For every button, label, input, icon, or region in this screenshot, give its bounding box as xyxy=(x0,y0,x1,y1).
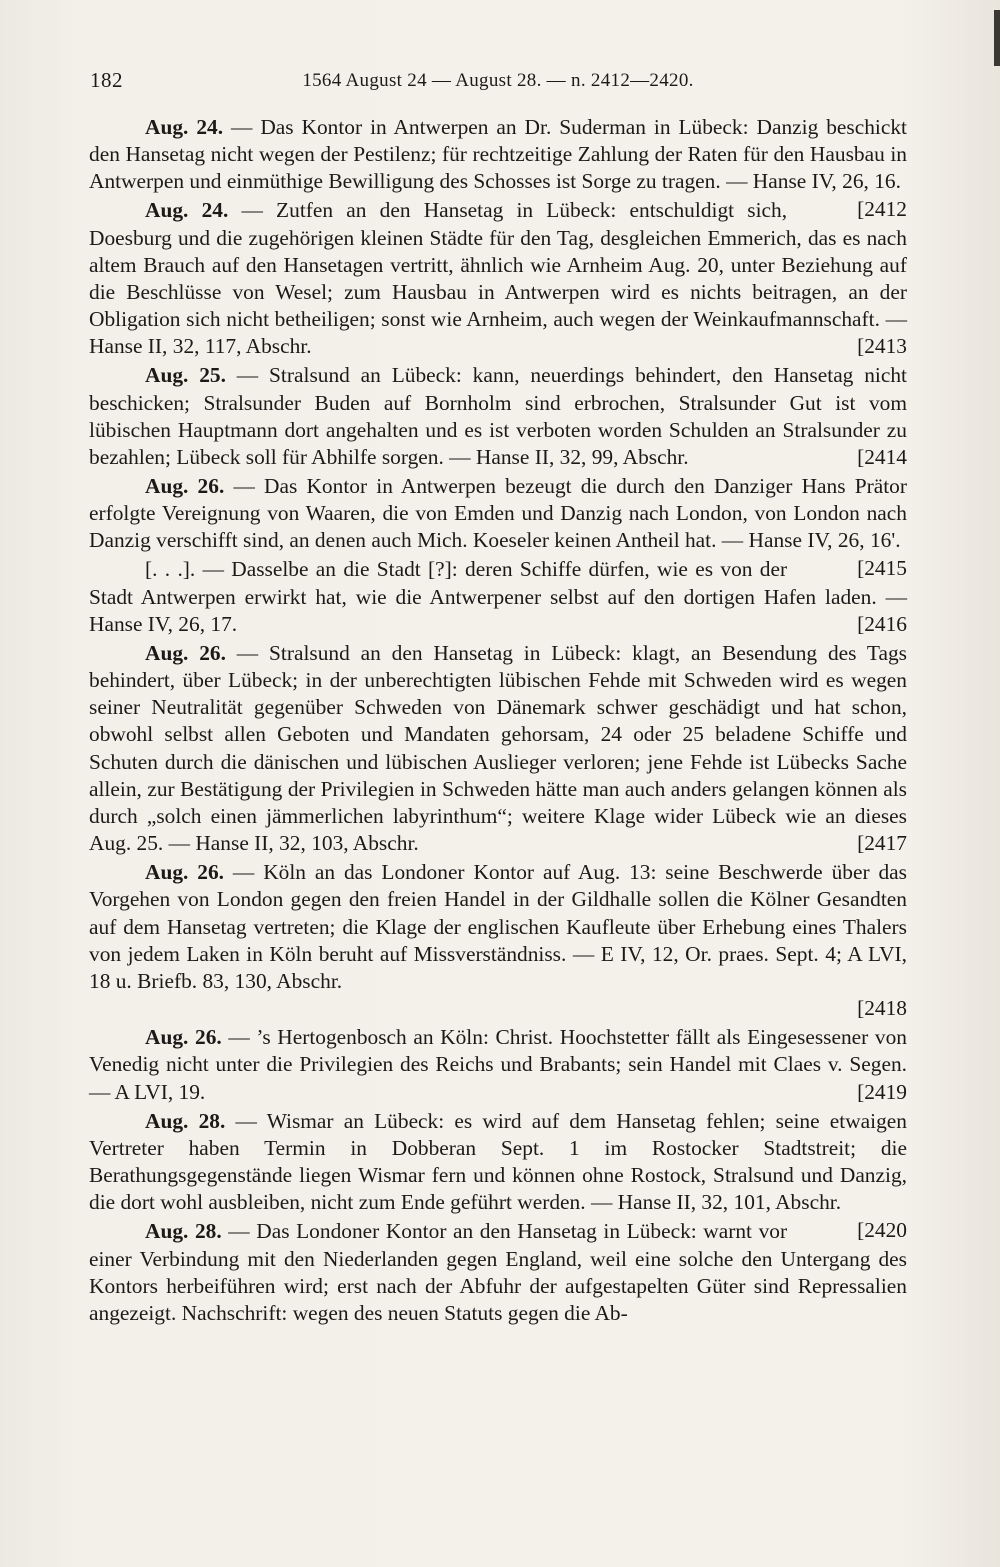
entry-text xyxy=(89,1218,907,1327)
entry-date: Aug. 24. xyxy=(145,115,224,139)
entry-summary: — Stralsund an den Hansetag in Lübeck: klagt, an Besendung des Tags behindert, über Lübeck; in der unberechtigten lübischen Fehde mit Schweden wird es wegen seiner Neutralität gegenüber Schweden von Dänemark schwer geschädigt und hat schon, obwohl selbst allen Geboten und Mandaten gehorsam, 24 oder 25 beladene Schiffe und Schuten durch die dänischen und lübischen Auslieger verloren; jene Fehde ist Lübecks Sache allein, zur Bestätigung der Privilegien in Schweden hätte man auch anders gelangen können als durch „solch einen jämmerlichen labyrinthum“; weitere Klage wider Lübeck wie an dieses Aug. 25. — Hanse II, 32, 103, Abschr. xyxy=(89,640,907,856)
entry-summary: — Das Kontor in Antwerpen bezeugt die durch den Danziger Hans Prätor erfolgte Vereignung von Waaren, die von Emden und Danzig nach London, von London nach Danzig verschifft sind, an denen auch Mich. Koeseler keinen Antheil hat. — Hanse IV, 26, 16'. xyxy=(89,474,907,553)
register-entry xyxy=(89,1024,907,1106)
entry-summary: — Köln an das Londoner Kontor auf Aug. 13: seine Beschwerde über das Vorgehen von London gegen den freien Handel in der Gildhalle sollen die Kölner Gesandten auf dem Hansetag vertreten; die Klage der englischen Kaufleute über Erhebung eines Thalers von jedem Laken in Köln beruht auf Missverständniss. — E IV, 12, Or. praes. Sept. 4; A LVI, 18 u. Briefb. 83, 130, Abschr. xyxy=(89,860,907,994)
register-entry xyxy=(89,859,907,1022)
entry-summary: — Zutfen an den Hansetag in Lübeck: entschuldigt sich, Doesburg und die zugehörigen kleinen Städte für den Tag, desgleichen Emmerich, das es nach altem Brauch auf den Hansetagen vertritt, ähnlich wie Arnheim Aug. 20, unter Beziehung auf die Beschlüsse von Wesel; zum Hausbau in Antwerpen wird es nichts beitragen, an der Obligation sich nicht betheiligen; sonst wie Arnheim, auch wegen der Weinkaufmannschaft. — Hanse II, 32, 117, Abschr. xyxy=(89,198,907,359)
entry-text xyxy=(89,114,907,221)
running-head: 1564 August 24 — August 28. — n. 2412—2420. xyxy=(302,70,694,91)
page-number: 182 xyxy=(90,68,123,92)
entry-text xyxy=(89,362,907,471)
register-entry xyxy=(89,640,907,858)
entry-date: Aug. 26. xyxy=(145,474,225,499)
entry-number: [2413 xyxy=(857,334,907,359)
entry-number: [2419 xyxy=(857,1079,907,1104)
entry-text xyxy=(89,1108,907,1242)
entry-text xyxy=(89,556,907,638)
entry-text xyxy=(89,197,907,360)
entry-text xyxy=(89,640,907,858)
entry-number: [2416 xyxy=(857,611,907,636)
entry-date: Aug. 25. xyxy=(145,363,226,388)
entry-date: Aug. 26. xyxy=(145,640,226,665)
register-entry xyxy=(89,556,907,638)
entry-text xyxy=(89,473,907,580)
entry-number: [2414 xyxy=(857,445,907,470)
entry-number: [2415 xyxy=(857,555,907,580)
entry-number: [2417 xyxy=(857,831,907,856)
entry-summary: — Stralsund an Lübeck: kann, neuerdings behindert, den Hansetag nicht beschicken; Stralsunder Buden auf Bornholm sind erbrochen, Stralsunder Gut ist vom lübischen Hauptmann dort angehalten und es ist verboten worden Schulden an Stralsunder zu bezahlen; Lübeck soll für Abhilfe sorgen. — Hanse II, 32, 99, Abschr. xyxy=(89,363,907,470)
entry-number: [2420 xyxy=(857,1217,907,1242)
entry-summary: — ’s Hertogenbosch an Köln: Christ. Hoochstetter fällt als Eingesessener von Venedig nicht unter die Privilegien des Reichs und Brabants; sein Handel mit Claes v. Segen. — A LVI, 19. xyxy=(89,1025,907,1104)
scan-edge-mark xyxy=(994,10,1000,66)
register-entry xyxy=(89,114,907,221)
register-entry xyxy=(89,362,907,471)
register-entry xyxy=(89,473,907,580)
entry-date: Aug. 28. xyxy=(145,1219,222,1244)
page-header xyxy=(90,68,906,102)
entry-text xyxy=(89,1024,907,1106)
entry-summary: — Das Londoner Kontor an den Hansetag in Lübeck: warnt vor einer Verbindung mit den Niederlanden gegen England, weil eine solche den Untergang des Kontors herbeiführen wird; erst nach der Abfuhr der aufgestapelten Güter sind Repressalien angezeigt. Nachschrift: wegen des neuen Statuts gegen die Ab- xyxy=(89,1219,907,1325)
entry-date: Aug. 26. xyxy=(145,860,225,885)
register-entry xyxy=(89,1218,907,1327)
entry-date: Aug. 24. xyxy=(145,198,229,223)
entry-summary: [. . .]. — Dasselbe an die Stadt [?]: deren Schiffe dürfen, wie es von der Stadt Antwerpen erwirkt hat, wie die Antwerpener selbst auf den dortigen Hafen laden. — Hanse IV, 26, 17. xyxy=(89,557,907,636)
entry-text xyxy=(89,859,907,995)
entry-number: [2418 xyxy=(857,996,907,1021)
register-entry xyxy=(89,1108,907,1242)
entry-summary: — Das Kontor in Antwerpen an Dr. Suderman in Lübeck: Danzig beschickt den Hansetag nicht wegen der Pestilenz; für rechtzeitige Zahlung der Raten für den Hausbau in Antwerpen und einmüthige Bewilligung des Schosses ist Sorge zu tragen. — Hanse IV, 26, 16. xyxy=(89,115,907,194)
entry-number: [2412 xyxy=(857,196,907,221)
entry-summary: — Wismar an Lübeck: es wird auf dem Hansetag fehlen; seine etwaigen Vertreter haben Termin in Dobberan Sept. 1 im Rostocker Stadtstreit; die Berathungsgegenstände liegen Wismar fern und können ohne Rostock, Stralsund und Danzig, die dort wohl ausbleiben, nicht zum Ende geführt werden. — Hanse II, 32, 101, Abschr. xyxy=(89,1108,907,1215)
entry-date: Aug. 28. xyxy=(145,1108,226,1133)
register-entries xyxy=(89,114,907,1329)
register-entry xyxy=(89,197,907,360)
entry-date: Aug. 26. xyxy=(145,1025,222,1050)
